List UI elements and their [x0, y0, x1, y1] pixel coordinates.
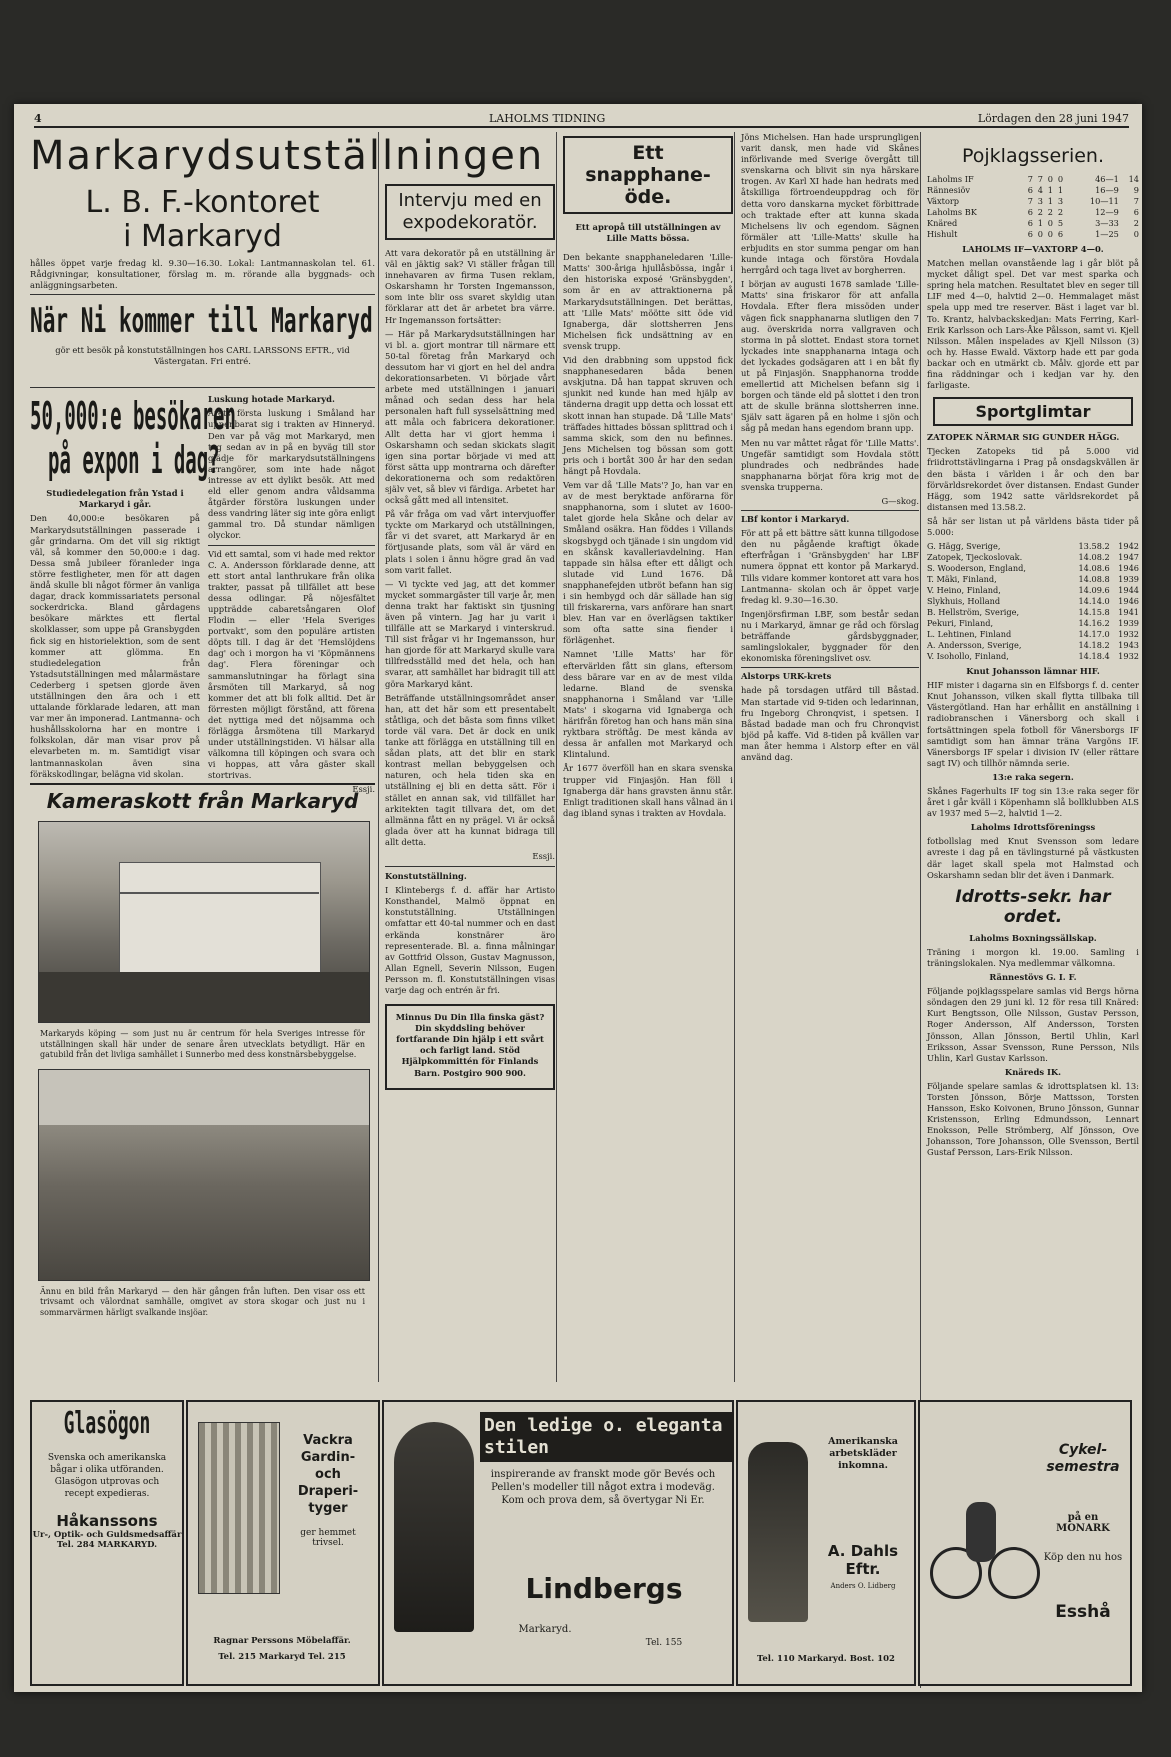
standings-cell-team: Rännesiöv — [927, 185, 971, 195]
laholms-title: LAHOLMS IF—VAXTORP 4—0. — [962, 244, 1104, 254]
snapphane-column — [556, 132, 733, 1382]
lindbergs-title: Den ledige o. eleganta stilen — [480, 1412, 734, 1462]
rannes-title: Rännestövs G. I. F. — [989, 972, 1077, 983]
intervju-title-box — [385, 184, 555, 240]
standings-row — [927, 207, 1139, 218]
pojklag-table — [927, 174, 1139, 240]
idrott-title: Laholms Idrottsföreningss — [970, 822, 1096, 833]
standings-cell-d: 2 — [1047, 207, 1053, 217]
boxning-title: Laholms Boxningssällskap. — [969, 932, 1097, 943]
best-time-cell-time: 14.08.8 — [1078, 574, 1110, 585]
snapphane-title-box — [563, 136, 733, 214]
rektor-text: Vid ett samtal, som vi hade med rektor C. A. Andersson förklarade denne, att ett stort antal lanthrukare från olika trakter, passat på tillfället att bese dessa odlingar. På nöjesfältet uppträdde cabaretsångaren Olof Flodin — eller 'Hela Sveriges portvakt', som den populäre artisten döpts till. I dag är det 'Hemslöjdens dag' och i morgon ha vi 'Köpmännens dag'. Flera föreningar och sammanslutningar ha förlagt sina årsmöten till Markaryd, så nog kommer det att bli folk alltid. Det är förresten möjligt förstånd, att förena det nyttiga med det nöjsamma och förlägga årsmötena till Markaryd under utställningstiden. Vi hälsar alla välkomna till köpingen och svara och vi hoppas, att våra gäster skall stortrivas. — [208, 548, 375, 781]
best-time-row — [927, 585, 1139, 596]
best-time-cell-time: 13.58.2 — [1078, 541, 1110, 552]
best-time-cell-name: S. Wooderson, England, — [927, 563, 1026, 574]
glasogon-title: Glasögon — [63, 1406, 151, 1441]
best-time-cell-date: 1946 — [1118, 563, 1139, 574]
glasogon-tel: Tel. 284 MARKARYD. — [56, 1540, 158, 1550]
best-time-row — [927, 541, 1139, 552]
model-illustration — [394, 1422, 474, 1632]
intervju-text-1: Att vara dekoratör på en utställning är väl en jäktig sak? Vi ställer frågan till innehavaren av firma Tusen reklam, Oskarshamn hr Torsten Ingemansson, som inte blir oss svaret skyldig utan förklarar att det är arbetet bra värre. Hr Ingemansson fortsätter: — [385, 248, 555, 325]
finland-text: Minnus Du Din Illa finska gäst? Din skyddsling behöver fortfarande Din hjälp i ett svårt och farligt land. Stöd Hjälpkommittén för Finlands Barn. Postgiro 900 900. — [395, 1012, 545, 1078]
newspaper-title: LAHOLMS TIDNING — [489, 112, 606, 125]
standings-row — [927, 218, 1139, 229]
curtain-illustration — [198, 1422, 280, 1594]
alstorps-text: hade på torsdagen utfärd till Båstad. Man startade vid 9-tiden och ledarinnan, fru Ingeborg Chronqvist, i spetsen. I Båstad badade man och fru Chronqvist bjöd på kaffe. Vid 8-tiden på kvällen var man åter hemma i Alstorp efter en väl använd dag. — [741, 685, 919, 762]
dahls-top: Amerikanska arbetskläder inkomna. — [828, 1436, 898, 1471]
dahls-tel: Tel. 110 Markaryd. Bost. 102 — [757, 1654, 895, 1664]
standings-cell-pts: 0 — [1133, 229, 1139, 239]
besok-headline-2: på expon i dag? — [48, 438, 220, 483]
best-time-cell-time: 14.16.2 — [1078, 618, 1110, 629]
standings-cell-w: 2 — [1037, 207, 1043, 217]
standings-cell-w: 0 — [1037, 229, 1043, 239]
cykel-ad — [918, 1400, 1132, 1686]
snapphane-text-4: Namnet 'Lille Matts' har för eftervärlden fått sin glans, eftersom dess bärare var en av de mest vilda ledarne. Bland de svenska snapphanorna i Småland var 'Lille Mats' i skogarna vid Ignaberga och härifrån företog han och hans män sina ryktbara ströftåg. De mest kända av dessa är anfallen mot Markaryd och Klintalund. — [563, 649, 733, 760]
zatopek-text: Tjecken Zatopeks tid på 5.000 vid friidrottstävlingarna i Prag på onsdagskvällen är den bästa i världen i år och den bar förvärldsrekordet över distansen. Endast Gunder Hägg, som 1942 satte världsrekordet på distansen med 13.58.2. — [927, 446, 1139, 512]
best-time-cell-date: 1932 — [1118, 629, 1139, 640]
best-time-cell-name: G. Hägg, Sverige, — [927, 541, 1001, 552]
best-time-cell-name: B. Hellström, Sverige, — [927, 607, 1020, 618]
raka-text: Skånes Fagerhults IF tog sin 13:e raka seger för året i går kväll i Köpenhamn slå bollklubben ALS av 1937 med 5—2, halvtid 1—2. — [927, 786, 1139, 819]
michelsen-column — [734, 132, 919, 1382]
standings-cell-goals: 16—9 — [1095, 185, 1119, 195]
divider — [30, 294, 375, 295]
best-time-cell-name: Zatopek, Tjeckoslovak. — [927, 552, 1023, 563]
konst-title: Konstutställning. — [385, 871, 467, 882]
standings-row — [927, 185, 1139, 196]
lindbergs-ad — [382, 1400, 734, 1686]
knut-text: HIF mister i dagarna sin en Elfsborgs f. d. center Knut Johansson, vilken skall flytta tillbaka till Västergötland. Han har erhållit en anställning i radiobranschen i Vänersborg och skall i fortsättningen spela fotboll för Vänersborgs IF samtidigt som han ämnar träna Vargöns IF. Vänersborgs IF spelar i division IV (eller rättare sagt IV) och tillhör nämnda serie. — [927, 680, 1139, 768]
standings-row — [927, 229, 1139, 240]
rektor-signature: Essji. — [352, 784, 375, 795]
issue-date: Lördagen den 28 juni 1947 — [977, 112, 1129, 125]
michelsen-text-1: Jöns Michelsen. Han hade ursprungligen varit dansk, men hade vid Skånes införlivande med Sverige övergått till svenskarna och blivit sin nya härskare trogen. Av Karl XI hade han hedrats med åtskilliga förtroendeuppdrag och för detta voro danskarna mycket förbittrade och traktade efter att kunna skada Michelsens liv och egendom. Sägnen förmäler att 'Lille-Matts' skulle ha erbjudits en stor summa pengar om han kunde intaga och förstöra Hovdala herrgård och taga livet av borgherren. — [741, 132, 919, 276]
standings-cell-w: 7 — [1037, 174, 1043, 184]
raka-title: 13:e raka segern. — [992, 771, 1074, 782]
finland-box — [385, 1004, 555, 1090]
laholms-text: Matchen mellan ovanstående lag i går blöt på mycket dåligt spel. Det var mest sparka och spring hela matchen. Resultatet blev en seger till LIF med 4—0, halvtid 2—0. Hemmalaget mäst spela upp med tre reserver. Bäst i laget var bl. To. Krantz, halvbackskedjan: Mats Ferring, Karl-Erik Karlsson och Lars-Åke Pålsson, samt vi. Kjell Nilsson. Målen inspelades av Kjell Nilsson (3) och hy. Hasse Ewald. Växtorp hade ett par goda backar och en utmärkt cb. Målv. gjorde ett par fina räddningar och i kedjan var hy. den farligaste. — [927, 258, 1139, 391]
snapphane-text-3: Vem var då 'Lille Mats'? Jo, han var en av de mest beryktade anförarna för snapphanorna, som i slutet av 1600-talet gjorde hela Skåne och delar av Småland osäkra. Han föddes i Villands skogsbygd och tjänade i sin ungdom vid en skånsk kavalleriavdelning. Han tappade sin hälsa efter ett dåligt och slutade vid Lund 1676. Då snapphanefejden utbröt befann han sig i sin hembygd och där sällade han sig till friskarerna, vars anförare han snart blev. Han var en överlägsen taktiker som ofta satte sina fiender i förlägenhet. — [563, 480, 733, 646]
standings-cell-l: 5 — [1057, 218, 1064, 228]
boxning-text: Träning i morgon kl. 19.00. Samling i träningslokalen. Nya medlemmar välkomna. — [927, 946, 1139, 968]
divider — [30, 387, 375, 388]
standings-cell-l: 2 — [1057, 207, 1064, 217]
standings-cell-pts: 9 — [1133, 185, 1139, 195]
aerial-photo — [38, 1069, 370, 1281]
cykel-sub: Köp den nu hos — [1043, 1552, 1123, 1563]
glasogon-ad — [30, 1400, 184, 1686]
best-time-cell-time: 14.14.0 — [1078, 596, 1110, 607]
rannes-text: Följande pojklagsspelare samlas vid Bergs hörna söndagen den 29 juni kl. 12 för resa till Knäred: Kurt Bengtsson, Olle Nilsson, Gustav Persson, Roger Andersson, Alf Andersson, Torsten Jönsson, Allan Jönsson, Bertil Uhlin, Karl Eriksson, Assar Svensson, Rune Persson, Nils Uhlin, Karl Gustav Karlsson. — [927, 986, 1139, 1063]
sportglimtar-title: Sportglimtar — [975, 402, 1091, 422]
naer-text: gör ett besök på konstutställningen hos CARL LARSSONS EFTR., vid Västergatan. Fri entré. — [55, 345, 350, 367]
vackra-firm: Ragnar Perssons Möbelaffär. — [213, 1636, 351, 1646]
photo2-caption: Ännu en bild från Markaryd — den här gången från luften. Den visar oss ett trivsamt och välordnat samhälle, omgivet av stora skogar och just nu i sommarvärmen härligt svalkande insjöar. — [40, 1286, 365, 1317]
divider — [741, 510, 919, 511]
standings-cell-team: Laholms IF — [927, 174, 974, 184]
banner-headline: Markarydsutställningen — [30, 133, 545, 179]
naer-ni-kommer-ad — [30, 301, 375, 381]
standings-cell-goals: 10—11 — [1089, 196, 1119, 206]
best-time-row — [927, 640, 1139, 651]
best-time-row — [927, 596, 1139, 607]
lbf-title-2: i Markaryd — [123, 219, 282, 254]
best-time-cell-date: 1942 — [1118, 541, 1139, 552]
standings-cell-team: Hishult — [927, 229, 958, 239]
standings-cell-pts: 7 — [1133, 196, 1139, 206]
best-time-cell-date: 1947 — [1118, 552, 1139, 563]
best-time-cell-name: T. Mäki, Finland, — [927, 574, 997, 585]
standings-cell-d: 0 — [1047, 174, 1053, 184]
dahls-ad — [736, 1400, 916, 1686]
zatopek-title: ZATOPEK NÄRMAR SIG GUNDER HÄGG. — [927, 432, 1120, 443]
standings-cell-w: 4 — [1037, 185, 1043, 195]
lbf-kontor-title: LBf kontor i Markaryd. — [741, 514, 850, 525]
cykel-text: på en MONARK — [1056, 1512, 1110, 1534]
best-time-cell-date: 1939 — [1118, 574, 1139, 585]
cykel-firm: Esshå — [1055, 1602, 1111, 1622]
intervju-signature: Essji. — [532, 850, 555, 861]
divider — [208, 545, 375, 546]
glasogon-firm: Håkanssons — [56, 1512, 158, 1530]
knut-title: Knut Johansson lämnar HIF. — [966, 666, 1100, 677]
standings-cell-goals: 1—25 — [1095, 229, 1119, 239]
standings-cell-pts: 6 — [1133, 207, 1139, 217]
best-time-cell-date: 1939 — [1118, 618, 1139, 629]
dahls-sub: Anders O. Lidberg — [830, 1582, 896, 1590]
best-time-cell-time: 14.08.6 — [1078, 563, 1110, 574]
kamera-title: Kameraskott från Markaryd — [46, 789, 359, 814]
best-time-cell-time: 14.18.2 — [1078, 640, 1110, 651]
standings-cell-p: 7 — [1027, 196, 1033, 206]
snapphane-text-1: Den bekante snapphaneledaren 'Lille-Matts' 300-åriga hjullåsbössa, ingår i den historiska exposé 'Gränsbygden', som är en av attraktionerna på Markarydsutställningen. Det berättas, att 'Lille Mats' möötte sitt öde vid Ignaberga, där slottsherren Jens Michelsen fick undsättning av en svensk trupp. — [563, 252, 733, 351]
best-time-row — [927, 563, 1139, 574]
intervju-text-5: Beträffande utställningsområdet anser han, att det här som ett presentabelt ståtliga, och det bästa som finns vilket torde väl vara. Det är dock en unik tanke att förlägga en utställning till en sådan plats, att det blir en stark kontrast mellan bebyggelsen och naturen, och hela tiden ska en utställning ej bli en detta sätt. För i stället en annan sak, vid tillfället har arkitekten tagit tillvara det, om det allmänna fått en ny prägel. Vi är också glada över att ha kunnat bidraga till allt detta. — [385, 692, 555, 847]
standings-cell-team: Knäred — [927, 218, 958, 228]
street-photo — [38, 821, 370, 1023]
best-time-cell-name: Slykhuis, Holland — [927, 596, 1001, 607]
standings-cell-l: 3 — [1057, 196, 1064, 206]
besok-text: Den 40,000:e besökaren på Markarydsutställningen passerade i går grindarna. Om det vill sig riktigt väl, så kommer den 50,000:e i dag. Dessa små jubileer föranleder inga större festligheter, men för att dagen ändå skulle bli något förmer än vanliga dagar, drack kommissariatets personal sockerdricka. Bland gårdagens besökare märktes ett flertal skolklasser, som uppe på Gransbygden fick sig en historielektion, som de sent kommer att glömma. En studiedelegation från Ystadsutställningen med målarmästare Cederberg i spetsen gjorde även utställningen den ära och i ett uttalande förklarade ledaren, att man var mer än imponerad. Lantmanna- och hushållsskolorna har en montre i folkskolan, där man visar prov på elevarbeten m. m. Samtidigt visar lantmannaskolan även sina föräkskodlingar, belägna vid skolan. — [30, 513, 200, 779]
best-time-row — [927, 574, 1139, 585]
best-time-cell-name: V. Isohollo, Finland, — [927, 651, 1009, 662]
michelsen-signature: G—skog. — [881, 496, 919, 506]
intervju-column — [378, 132, 555, 1382]
standings-cell-p: 6 — [1027, 229, 1033, 239]
best-time-row — [927, 552, 1139, 563]
standings-cell-p: 7 — [1027, 174, 1033, 184]
standings-cell-goals: 12—9 — [1095, 207, 1119, 217]
michelsen-text-2: I början av augusti 1678 samlade 'Lille-Matts' sina friskaror för att anfalla Hovdala. Efter flera missöden under vägen fick snapphanarna slutligen den 7 aug. överskrida norra vallgraven och storma in på slottet. Endast stora tornet lyckades inte snapphanarna intaga och det lyckades godsägaren att i en båt fly ut på Finjasjön. Snapphanorna trodde emellertid att Michelsen befann sig i borgen och tände eld på slottet i den tron att de skulle bränna slottsherren inne. Själv satt ägaren på en holme i sjön och såg på medan hans egendom brann upp. — [741, 279, 919, 434]
vackra-tel: Tel. 215 Markaryd Tel. 215 — [218, 1652, 346, 1662]
best-time-cell-name: V. Heino, Finland, — [927, 585, 1001, 596]
cykel-title: Cykel-semestra — [1046, 1442, 1120, 1475]
best-time-cell-name: Pekuri, Finland, — [927, 618, 994, 629]
best-time-cell-name: L. Lehtinen, Finland — [927, 629, 1012, 640]
standings-cell-goals: 46—1 — [1095, 174, 1119, 184]
dahls-firm: A. Dahls Eftr. — [827, 1542, 899, 1578]
bicycle-illustration — [930, 1492, 1040, 1602]
lbf-kontor-text: För att på ett bättre sätt kunna tillgodose den nu pågående kraftigt ökade efterfrågan i 'Gränsbygden' har LBF numera öppnat ett kontor på Markaryd. Tills vidare kommer kontoret att vara hos Lantmanna- skolan och är öppet varje fredag kl. 9.30—16.30. — [741, 528, 919, 605]
idrotts-logo: Idrotts-sekr. har ordet. — [955, 886, 1111, 927]
best-time-cell-time: 14.18.4 — [1078, 651, 1110, 662]
best-time-row — [927, 607, 1139, 618]
best-time-cell-time: 14.08.2 — [1078, 552, 1110, 563]
intervju-title: Intervju med en expodekoratör. — [398, 190, 542, 233]
glasogon-firm-sub: Ur-, Optik- och Guldsmedsaffär — [32, 1530, 182, 1540]
standings-cell-l: 1 — [1057, 185, 1064, 195]
lbf-title-1: L. B. F.-kontoret — [85, 185, 320, 220]
besok-article — [30, 394, 236, 782]
michelsen-text-3: Men nu var måttet rågat för 'Lille Matts'. Ungefär samtidigt som Hovdala stött plundrades och nedbrändes hade snapphanarna börjat föra krig mot de svenska trupperna. — [741, 437, 919, 492]
luskung-article — [208, 394, 375, 798]
best-time-row — [927, 618, 1139, 629]
lindbergs-city: Markaryd. — [518, 1624, 572, 1635]
alstorps-title: Alstorps URK-krets — [741, 671, 832, 682]
best-time-row — [927, 629, 1139, 640]
lbf-text: hålles öppet varje fredag kl. 9.30—16.30. Lokal: Lantmannaskolan tel. 61. Rådgivningar, konsultationer, förslag m. m. rörande alla byggnads- och anläggningsarbeten. — [30, 258, 375, 291]
lbf-ad — [30, 186, 375, 291]
coverall-illustration — [748, 1442, 808, 1622]
best-time-cell-date: 1941 — [1118, 607, 1139, 618]
standings-cell-p: 6 — [1027, 218, 1033, 228]
knared-text: Följande spelare samlas & idrottsplatsen kl. 13: Torsten Jönsson, Börje Mattsson, Torsten Hansson, Esko Koivonen, Bruno Jönsson, Gunnar Kristensson, Erling Edmundsson, Lennart Enoksson, Pelle Strömberg, Alf Jönsson, Ove Johansson, Tore Johansson, Olle Svensson, Bertil Gustaf Persson, Lars-Erik Nilsson. — [927, 1080, 1139, 1158]
standings-cell-p: 6 — [1027, 207, 1033, 217]
standings-cell-d: 1 — [1047, 185, 1053, 195]
best-time-cell-date: 1946 — [1118, 596, 1139, 607]
photo1-caption: Markaryds köping — som just nu är centrum för hela Sveriges intresse för utställningen skall här under de senare åren utvecklats betydligt. Här en gatubild från det livliga samhället i Sunnerbo med dess konstnärsbebyggelse. — [40, 1029, 365, 1060]
best-time-cell-time: 14.17.0 — [1078, 629, 1110, 640]
snapphane-title: Ett snapphane-öde. — [585, 142, 711, 208]
best-time-cell-time: 14.15.8 — [1078, 607, 1110, 618]
standings-cell-team: Växtorp — [927, 196, 960, 206]
best-time-cell-date: 1932 — [1118, 651, 1139, 662]
standings-cell-d: 0 — [1047, 218, 1053, 228]
intervju-text-3: På vår fråga om vad vårt intervjuoffer tyckte om Markaryd och utställningen, får vi det svaret, att Markaryd är en förtjusande plats, som väl är värd en plats i solen i ännu högre grad än vad som varit fallet. — [385, 509, 555, 575]
standings-cell-goals: 3—33 — [1095, 218, 1119, 228]
besok-block — [30, 394, 375, 795]
snapphane-subtitle: Ett apropå till utställningen av Lille Matts bössa. — [575, 222, 721, 244]
vackra-sub: ger hemmet trivsel. — [300, 1528, 356, 1548]
newspaper-page — [14, 104, 1142, 1692]
snapphane-text-5: År 1677 överföll han en skara svenska trupper vid Finjasjön. Han föll i Ignaberga där hans gravsten ännu står. Enligt traditionen skall hans vålnad än i dag ibland synas i trakten av Hovdala. — [563, 763, 733, 818]
idrott-text: fotbollslag med Knut Svensson som ledare avreste i dag på en tävlingsturné på västkusten där laget skall spela mot Halmstad och Oskarshamn sedan blir det även i Danmark. — [927, 836, 1139, 880]
standings-cell-p: 6 — [1027, 185, 1033, 195]
knared-title: Knäreds IK. — [1004, 1066, 1062, 1077]
best-times-table — [927, 541, 1139, 662]
page-header — [34, 112, 1129, 128]
page-number: 4 — [34, 112, 42, 125]
standings-cell-l: 0 — [1057, 174, 1064, 184]
standings-cell-w: 3 — [1037, 196, 1043, 206]
divider — [385, 866, 555, 867]
ingenjor-text: Ingenjörsfirman LBF, som består sedan nu i Markaryd, ämnar ge råd och förslag beträffande gårdsbyggnader, samlingslokaler, byggnader för den ekonomiska föreningslivet osv. — [741, 608, 919, 664]
luskung-title: Luskung hotade Markaryd. — [208, 394, 335, 405]
best-time-cell-time: 14.09.6 — [1078, 585, 1110, 596]
standings-cell-d: 1 — [1047, 196, 1053, 206]
intervju-text-2: — Här på Markarydsutställningen har vi bl. a. gjort montrar till närmare ett 50-tal företag från Markaryd och dessutom har vi gjort en hel del andra dekorationsarbeten. Vi började vårt arbete med utställningen i januari månad och sedan dess har hela personalen haft full sysselsättning med att måla och fabricera dekorationer. Allt detta har vi gjort hemma i Oskarshamn och sedan skickats slagit igen sina portar började vi med att först sätta upp montrarna och därefter dekorationerna och som redaktören själv vet, så blev vi färdiga. Arbetet har också gått med all intensitet. — [385, 328, 555, 506]
vackra-text: Vackra Gardin- och Draperi- tyger — [297, 1433, 359, 1516]
intervju-text-4: — Vi tyckte ved jag, att det kommer mycket sommargäster till varje år, men denna trakt har faktiskt sin tjusning även på vintern. Jag har ju varit i tillfälle att se Markaryd i vinterskrud. Till sist frågar vi hr Ingemansson, hur han gjorde för att Markaryd skulle vara tillfredsställd med det hela, och han svarar, att samhället har bidragit till att göra Markaryd känt. — [385, 578, 555, 689]
lindbergs-firm: Lindbergs — [525, 1572, 683, 1605]
standings-cell-team: Laholms BK — [927, 207, 977, 217]
divider — [741, 667, 919, 668]
pojklag-title: Pojklagsserien. — [961, 145, 1105, 167]
standings-row — [927, 196, 1139, 207]
standings-cell-pts: 2 — [1133, 218, 1139, 228]
best-list-intro: Så här ser listan ut på världens bästa tider på 5.000: — [927, 515, 1139, 537]
sportglimtar-box — [933, 397, 1133, 426]
glasogon-text: Svenska och amerikanska bågar i olika utföranden. Glasögon utprovas och recept expedieras. — [47, 1453, 167, 1499]
vackra-ad — [186, 1400, 380, 1686]
best-time-row — [927, 651, 1139, 662]
best-time-cell-date: 1944 — [1118, 585, 1139, 596]
lindbergs-tel: Tel. 155 — [645, 1638, 683, 1648]
lindbergs-text: inspirerande av franskt mode gör Bevés och Pellen's modeller till något extra i modeväg. Kom och prova dem, så övertygar Ni Er. — [490, 1469, 716, 1506]
standings-cell-d: 0 — [1047, 229, 1053, 239]
standings-cell-l: 6 — [1057, 229, 1064, 239]
standings-cell-w: 1 — [1037, 218, 1043, 228]
naer-headline: När Ni kommer till Markaryd — [30, 301, 373, 342]
besok-headline-1: 50,000:e besökaren — [30, 394, 236, 439]
luskung-text: Årets första luskung i Småland har uppenbarat sig i trakten av Hinneryd. Den var på väg mot Markaryd, men tog sedan av in på en byväg till stor glädje för markarydsutställningens arrangörer, som inte hade något intresse av ett dylikt besök. Att med eld eller genom andra våldsamma åtgärder förstöra luskungen under dess vandring läter sig inte göra enligt gammal tro. Då stundar nämligen olyckor. — [208, 408, 375, 541]
best-time-cell-date: 1943 — [1118, 640, 1139, 651]
standings-row — [927, 174, 1139, 185]
best-time-cell-name: A. Andersson, Sverige, — [927, 640, 1022, 651]
konst-text: I Klintebergs f. d. affär har Artisto Konsthandel, Malmö öppnat en konstutställning. Utställningen omfattar ett 40-tal nummer och en dast erkända konstnärer äro representerade. Bl. a. finna målningar av Gottfrid Olsson, Gustav Magnusson, Allan Egnell, Severin Nilsson, Eugen Persson m. fl. Konstutställningen visas varje dag och entrén är fri. — [385, 885, 555, 995]
standings-cell-pts: 14 — [1128, 174, 1139, 184]
besok-subhead: Studiedelegation från Ystad i Markaryd i går. — [46, 488, 184, 510]
snapphane-text-2: Vid den drabbning som uppstod fick snapphanesedaren båda benen avskjutna. Då han tappat skruven och sjunkit ned kunde han med hjälp av tänderna dragit upp detta och lossat ett skott innan han stupade. Då 'Lille Mats' träffades hittades bössan splittrad och i samma skick, som den nu befinnes. Jens Michelsen tog bössan som gott pris och i bortåt 300 år har den sedan hängt på Hovdala. — [563, 355, 733, 476]
